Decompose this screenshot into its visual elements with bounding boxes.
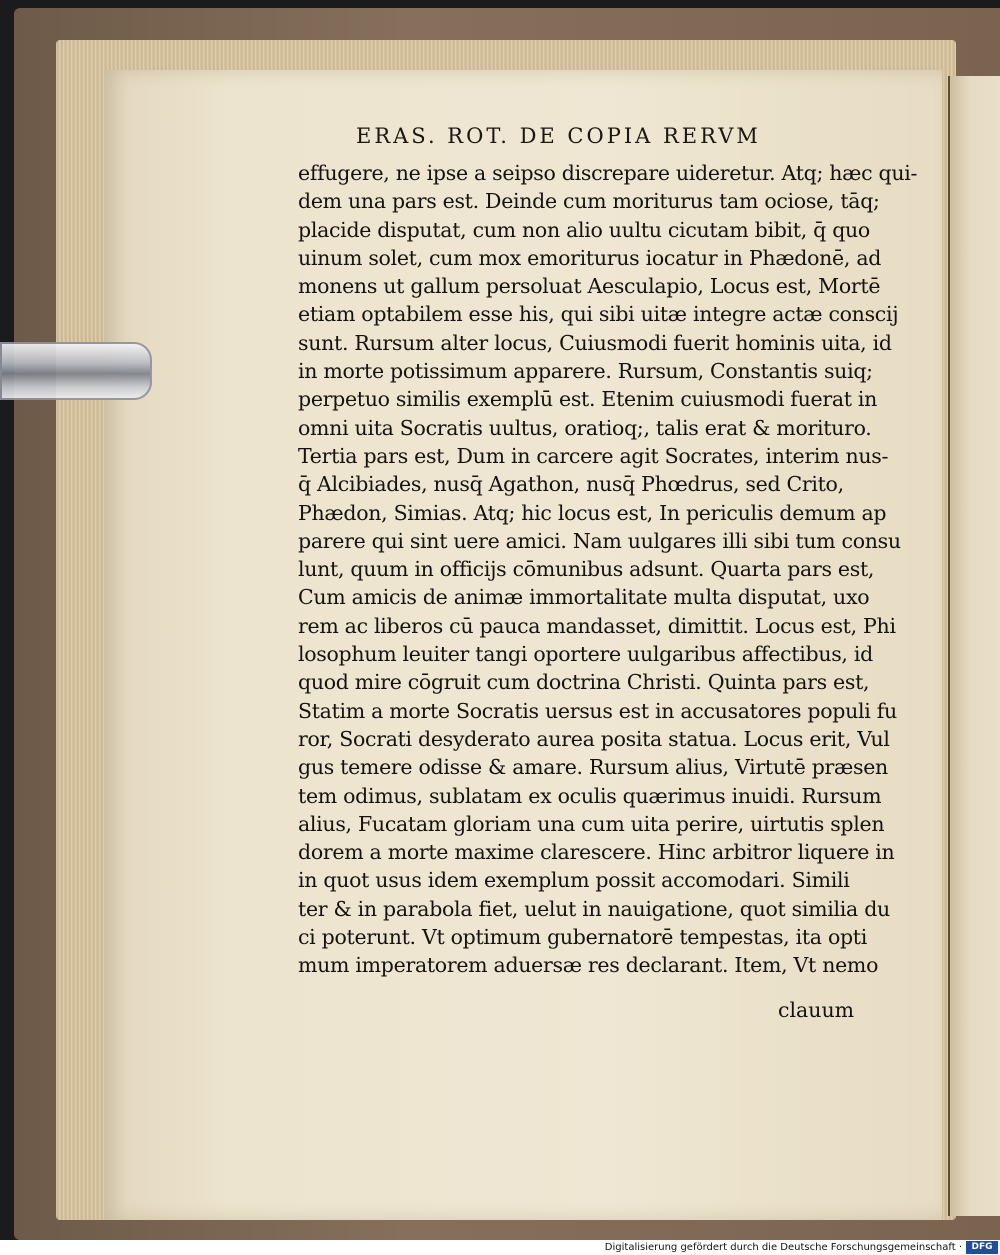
dfg-logo-icon: DFG bbox=[966, 1241, 998, 1254]
text-line: omni uita Socratis uultus, oratioq;, talis erat & morituro. bbox=[298, 415, 872, 440]
text-line: dorem a morte maxime clarescere. Hinc arbitror liquere in bbox=[298, 840, 895, 865]
text-line: parere qui sint uere amici. Nam uulgares illi sibi tum consu bbox=[298, 528, 901, 553]
footer-credit: Digitalisierung gefördert durch die Deutsche Forschungsgemeinschaft · bbox=[604, 1242, 962, 1253]
text-line: monens ut gallum persoluat Aesculapio, Locus est, Mortē bbox=[298, 274, 881, 299]
running-head: ERAS. ROT. DE COPIA RERVM bbox=[356, 124, 761, 148]
catchword: clauum bbox=[778, 998, 855, 1022]
text-line: q̄ Alcibiades, nusq̄ Agathon, nusq̄ Phœdrus, sed Crito, bbox=[298, 472, 844, 497]
text-line: ter & in parabola fiet, uelut in nauigatione, quot similia du bbox=[298, 896, 890, 921]
text-line: Cum amicis de animæ immortalitate multa disputat, uxo bbox=[298, 585, 870, 610]
text-line: alius, Fucatam gloriam una cum uita perire, uirtutis splen bbox=[298, 811, 885, 836]
body-text bbox=[298, 159, 918, 980]
text-line: tem odimus, sublatam ex oculis quærimus inuidi. Rursum bbox=[298, 783, 882, 808]
text-line: perpetuo similis exemplū est. Etenim cuiusmodi fuerat in bbox=[298, 387, 878, 412]
text-line: quod mire cōgruit cum doctrina Christi. Quinta pars est, bbox=[298, 670, 870, 695]
text-line: lunt, quum in officijs cōmunibus adsunt. Quarta pars est, bbox=[298, 557, 875, 582]
page-clamp bbox=[0, 342, 152, 400]
text-line: losophum leuiter tangi oportere uulgaribus affectibus, id bbox=[298, 642, 873, 667]
text-line: placide disputat, cum non alio uultu cicutam bibit, q̄ quo bbox=[298, 217, 870, 242]
text-line: in morte potissimum apparere. Rursum, Constantis suiq; bbox=[298, 359, 873, 384]
facing-page-edge bbox=[948, 76, 1000, 1216]
text-line: rem ac liberos cū pauca mandasset, dimittit. Locus est, Phi bbox=[298, 613, 896, 638]
text-line: sunt. Rursum alter locus, Cuiusmodi fuerit hominis uita, id bbox=[298, 330, 892, 355]
text-line: etiam optabilem esse his, qui sibi uitæ integre actæ conscij bbox=[298, 302, 899, 327]
text-line: Phædon, Simias. Atq; hic locus est, In periculis demum ap bbox=[298, 500, 887, 525]
text-line: effugere, ne ipse a seipso discrepare uideretur. Atq; hæc qui- bbox=[298, 161, 918, 185]
text-line: mum imperatorem aduersæ res declarant. Item, Vt nemo bbox=[298, 953, 879, 978]
text-line: dem una pars est. Deinde cum moriturus tam ociose, tāq; bbox=[298, 189, 880, 214]
text-line: ci poterunt. Vt optimum gubernatorē tempestas, ita opti bbox=[298, 925, 868, 950]
text-line: ror, Socrati desyderato aurea posita statua. Locus erit, Vul bbox=[298, 726, 890, 751]
text-line: in quot usus idem exemplum possit accomodari. Simili bbox=[298, 868, 850, 893]
text-line: Statim a morte Socratis uersus est in accusatores populi fu bbox=[298, 698, 897, 723]
text-line: Tertia pars est, Dum in carcere agit Socrates, interim nus- bbox=[298, 443, 889, 468]
text-line: gus temere odisse & amare. Rursum alius, Virtutē præsen bbox=[298, 755, 888, 780]
text-line: uinum solet, cum mox emoriturus iocatur in Phædonē, ad bbox=[298, 245, 882, 270]
